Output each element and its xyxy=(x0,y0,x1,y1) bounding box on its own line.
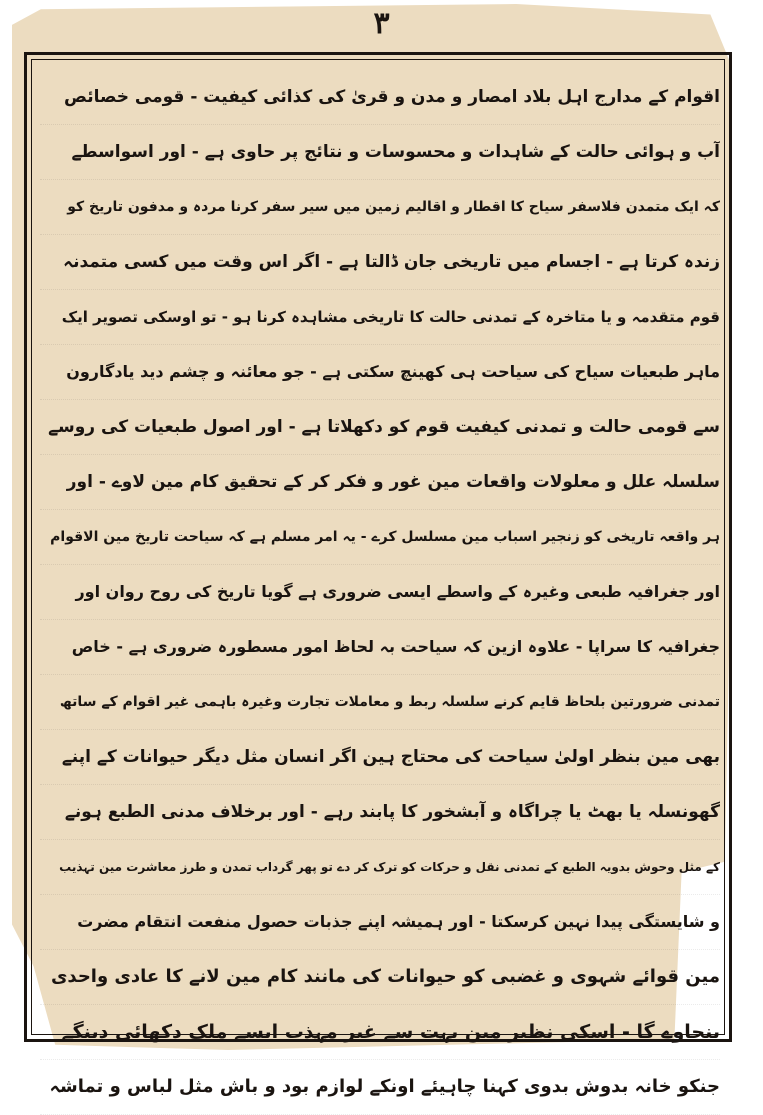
text-line: قوم متقدمہ و یا متاخرہ کے تمدنی حالت کا تاریخی مشاہدہ کرنا ہو - تو اوسکی تصویر ایک xyxy=(40,290,720,345)
text-line: جنکو خانہ بدوش بدوی کہنا چاہیئے اونکے لوازم بود و باش مثل لباس و تماشہ xyxy=(40,1060,720,1115)
text-line: گھونسلہ یا بھٹ یا چراگاہ و آبشخور کا پابند رہے - اور برخلاف مدنی الطبع ہونے xyxy=(40,785,720,840)
text-line: ماہر طبعیات سیاح کی سیاحت ہی کھینچ سکتی ہے - جو معائنہ و چشم دید یادگارون xyxy=(40,345,720,400)
text-line: سلسلہ علل و معلولات واقعات مین غور و فکر کر کے تحقیق کام مین لاوے - اور xyxy=(40,455,720,510)
text-line: سے قومی حالت و تمدنی کیفیت قوم کو دکھلاتا ہے - اور اصول طبعیات کی روسے xyxy=(40,400,720,455)
text-line: زندہ کرتا ہے - اجسام میں تاریخی جان ڈالتا ہے - اگر اس وقت میں کسی متمدنہ xyxy=(40,235,720,290)
text-line: کہ ایک متمدن فلاسفر سیاح کا اقطار و اقالیم زمین میں سیر سفر کرنا مردہ و مدفون تاریخ کو xyxy=(40,180,720,235)
text-line: کے مثل وحوش بدویہ الطبع کے تمدنی نقل و حرکات کو ترک کر دے تو پھر گرداب تمدن و طرز معاشرت مین تہذیب xyxy=(40,840,720,895)
urdu-text-block xyxy=(40,70,720,1115)
text-line: تمدنی ضرورتین بلحاظ قایم کرنے سلسلہ ربط و معاملات تجارت وغیرہ باہمی غیر اقوام کے ساتھ xyxy=(40,675,720,730)
text-line: و شایستگی پیدا نہین کرسکتا - اور ہمیشہ اپنے جذبات حصول منفعت انتقام مضرت xyxy=(40,895,720,950)
text-line: اور جغرافیہ طبعی وغیرہ کے واسطے ایسی ضروری ہے گویا تاریخ کی روح روان اور xyxy=(40,565,720,620)
text-line: اقوام کے مدارج اہل بلاد امصار و مدن و قریٰ کی کذائی کیفیت - قومی خصائص xyxy=(40,70,720,125)
text-line: بنجاوے گا - اسکی نظیر مین بہت سے غیر مہذب ایسے ملک دکھائی دینگے xyxy=(40,1005,720,1060)
text-line: جغرافیہ کا سراپا - علاوہ ازین کہ سیاحت بہ لحاظ امور مسطورہ ضروری ہے - خاص xyxy=(40,620,720,675)
text-line: بھی مین بنظر اولیٰ سیاحت کی محتاج ہین اگر انسان مثل دیگر حیوانات کے اپنے xyxy=(40,730,720,785)
text-line: ہر واقعہ تاریخی کو زنجیر اسباب مین مسلسل کرے - یہ امر مسلم ہے کہ سیاحت تاریخ مین الاقوام xyxy=(40,510,720,565)
page-number: ۳ xyxy=(373,6,390,41)
text-line: مین قوائے شہوی و غضبی کو حیوانات کی مانند کام مین لانے کا عادی واحدی xyxy=(40,950,720,1005)
text-line: آب و ہوائی حالت کے شاہدات و محسوسات و نتائج پر حاوی ہے - اور اسواسطے xyxy=(40,125,720,180)
